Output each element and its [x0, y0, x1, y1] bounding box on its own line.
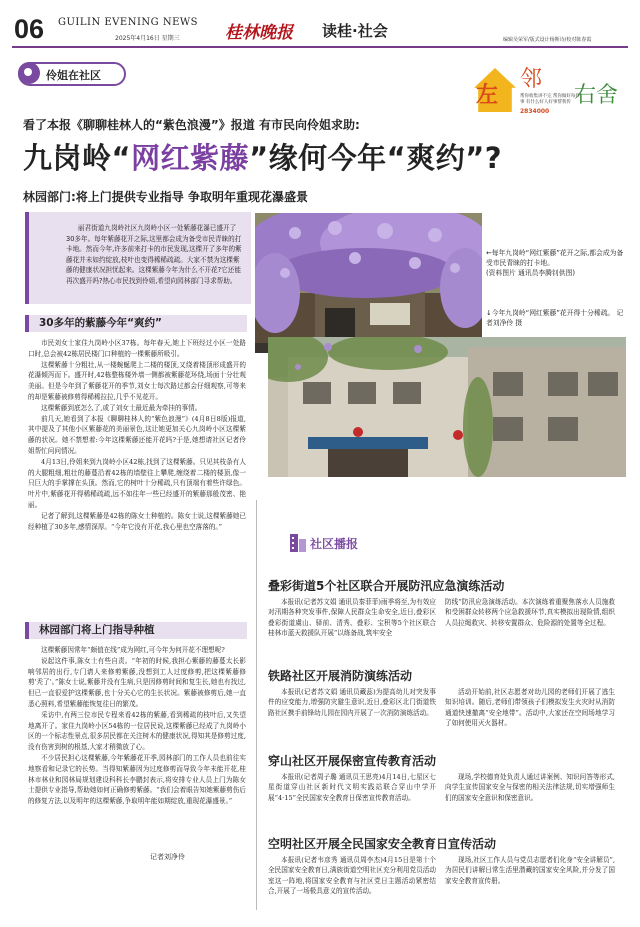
briefs-tag-label: 社区播报: [310, 537, 359, 551]
article-intro-box: [25, 212, 251, 304]
brief-body: [445, 597, 615, 628]
page-header: [0, 0, 640, 46]
header-rule: [12, 46, 628, 48]
article-intro: 丽君街道九岗岭社区九岗岭小区一处紫藤花瀑已盛开了30多年。每年紫藤花开之际,这里都会成为备受市民青睐的打卡地。然而今年,许多前来打卡的市民发现,这棵开了多年的紫藤花并未如约绽放,枝叶也变得稀稀疏疏。大家不禁为这棵紫藤的健康状况担忧起来。这棵紫藤今年为什么不开花?它还能再次盛开吗?热心市民找到伶姐,希望向园林部门寻求帮助。: [66, 224, 242, 285]
section1-para: 4月13日,伶姐来到九岗岭小区42栋,找到了这棵紫藤。只见其枝条有人的大腿粗细,粗壮的藤蔓沿着42栋的墙壁往上攀爬,缠绕着二楼的楼顶,像一只巨大的手掌撑在头顶。然而,它的树叶十分稀疏,只有顶端有着些许绿色。叶片中,紫藤花开得稀稀疏疏,远不如往年一些已经盛开的紫藤那般茂密、艳丽。: [28, 457, 246, 509]
paper-logo: 桂林晚报: [225, 23, 293, 43]
article-subtitle: 林园部门:将上门提供专业指导 争取明年重现花瀑盛景: [23, 190, 308, 204]
brief-text: 现场,学校德育处负责人通过讲案例、知识问答等形式,向学生宣传国家安全与保密的相关法律法规,切实增强师生们的国家安全意识和保密意识。: [445, 773, 615, 802]
section2-para: 采访中,有两三位市民专程来看42栋的紫藤,看到稀疏的枝叶后,又失望地离开了。家住九岗岭小区54栋的一位居民说,这棵紫藤已经成了九岗岭小区的一个标志性景点,很多居民都在关注树木的健康状况,得知其是修剪过度,没有伤害到树的根基,大家才稍微放了心。: [28, 710, 246, 752]
section1-heading: 30多年的紫藤今年“爽约”: [25, 315, 247, 332]
brief-title: 穿山社区开展保密宣传教育活动: [268, 754, 437, 768]
section1-para: 这棵紫藤十分粗壮,从一楼蜿蜒爬上二楼的楼顶,又绕着楼顶形成盛开的花瀑倾泻而下。盛开时,42栋整栋楼外墙一侧都被紫藤花环绕,场面十分壮观美丽。但是今年到了紫藤花开的季节,刘女士每次路过都会仔细观察,可等来的却是紫藤被修剪得稀稀拉拉,几乎不见花开。: [28, 360, 246, 401]
badge-char-neighbor: 邻: [520, 67, 543, 92]
section2-heading: 林园部门将上门指导种植: [25, 622, 247, 639]
section2-para: 说起这件事,陈女士有些自责。“年初的时候,我担心紫藤的藤蔓太长影响邻居的出行,专门请人来修剪紫藤,没想到工人过度修剪,把这棵紫藤修剪'秃了'。”陈女士说,紫藤并没有生病,只是因修剪时间和复生长,她也有找过,但已一直很爱护这棵紫藤,也十分关心它的生长状况。紫藤被修剪后,她一直悉心照料,希望紫藤能恢复往日的繁茂。: [28, 656, 246, 708]
brief-body: [268, 855, 436, 897]
brief-text: 活动开始前,社区志愿者对幼儿园的老师们开展了逃生知识培训。随后,老师们带领孩子们模拟发生火灾时从消防通道快速撤离“安全地带”。活动中,大家还在空间场地学习了如何使用灭火器材。: [445, 688, 615, 728]
editors-credit: 编辑吴荣军/版式设计杨斯诗/校对陈春霞: [503, 37, 592, 43]
photo-caption-1: ←每年九岗岭“网红紫藤”花开之际,都会成为备受市民青睐的打卡地。 (资料图片 通讯员李腾钊供图): [486, 249, 624, 277]
issue-date: 2025年4月16日 星期三: [115, 35, 180, 42]
brief-text: 本报讯(记者周子璐 通讯员王思亮)4月14日,七星区七星街道穿山社区新时代文明实践站联合穿山中学开展“4·15”全民国家安全教育日保密宣传教育活动。: [268, 773, 436, 802]
title-part-b: ”缘何今年“爽约”?: [249, 141, 503, 175]
wisteria-photo-archive: [255, 213, 482, 353]
brief-text: 防线”防汛应急演练活动。本次演练着重聚焦落水人员施救和受困群众转移两个应急救援环节,真实模拟出现险情,组织人员拉绳救灾、转移安置群众、危险源的处置等全过程。: [445, 598, 615, 627]
photo-caption-2: ↓今年九岗岭“网红紫藤”花开得十分稀疏。 记者刘净伶 摄: [486, 309, 624, 327]
title-highlight: 网红紫藤: [131, 141, 250, 175]
badge-hotline: 2834000: [520, 108, 550, 115]
brief-body: [445, 855, 615, 886]
brief-text: 本报讯(记者苏文娟 通讯员秦菲菲)雨季将至,为有效应对汛期各种突发事件,保障人民群众生命安全,近日,叠彩区叠彩街道虞山、驿前、清秀、叠彩、宝积等5个社区联合桂林市蓝天救援队开展“以练备战,筑牢安全: [268, 598, 436, 638]
column-divider: [256, 500, 257, 910]
section2-para: 这棵紫藤因常年“颇值在线”成为网红,可今年为何开花不理想呢?: [41, 646, 225, 654]
brief-body: [268, 772, 436, 803]
badge-char-left: 左: [476, 82, 499, 108]
brief-text: 本报讯(记者韦彦秀 通讯员周李杰)4月15日是第十个全民国家安全教育日,满族街道空明社区充分利用党员活动室这一阵地,将国家安全教育与社区党日主题活动紧密结合,开展了一场极具意义的宣传活动。: [268, 856, 436, 896]
section1-para: 前几天,她看到了本报《聊聊桂林人的“紫色浪漫”》(4月8日8版)报道,其中提及了其他小区紫藤花的美丽景色,这让她更加关心九岗岭小区这棵紫藤的状况。她不禁想着:今年这棵紫藤还能开花吗?于是,她想请社区记者伶姐帮忙问问情况。: [28, 414, 246, 455]
brief-text: 现场,社区工作人员与党员志愿者们化身“安全讲解员”,为居民们讲解日常生活里潜藏的国家安全风险,并分发了国家安全教育宣传册。: [445, 856, 615, 885]
building-icon: [288, 530, 308, 552]
brief-text: 本报讯(记者苏文娟 通讯员藏蕊)为提高幼儿对突发事件的应变能力,增强防灾避生意识,近日,叠彩区北门街道铁路社区携手前锋幼儿园在园内开展了一次消防演练活动。: [268, 688, 436, 717]
brief-title: 叠彩街道5个社区联合开展防汛应急演练活动: [268, 579, 505, 593]
article-kicker: 看了本报《聊聊桂林人的“紫色浪漫”》报道 有市民向伶姐求助:: [23, 118, 360, 132]
column-name: 读桂·社会: [322, 22, 388, 40]
tag-dot-icon: [18, 62, 40, 84]
article-title: [23, 136, 502, 177]
brief-body: [445, 772, 615, 803]
badge-slogan: 帮你收集讲不完 帮你做好每件事 有什么好人好事帮我传: [520, 94, 580, 105]
article-byline: 记者刘净伶: [150, 853, 185, 861]
title-part-a: 九岗岭“: [23, 141, 132, 175]
section-tag-label: 伶姐在社区: [46, 69, 101, 82]
neighbors-badge: [470, 56, 630, 122]
section1-para: 这棵紫藤到底怎么了,或了刘女士最近最为牵挂的事情。: [41, 403, 202, 412]
page-number: 06: [14, 14, 45, 44]
brief-body: [268, 597, 436, 639]
section1-body: [28, 338, 246, 532]
section2-para: 不少居民担心这棵紫藤,今年紫藤花开季,园林部门的工作人员也前往实地察看和记录它的长势。当得知紫藤因为过度修剪而导致今年未能开花,桂林市林业和园林局规划建设科科长李鹏封表示,将安排专业人员上门为陈女士提供专业指导,帮助她如何正确修剪紫藤。“我们会着眼告知她紫藤剪伤后的修复方法,以及明年的这棵紫藤,争取明年能如期绽放,重现花瀑盛景。”: [28, 753, 246, 806]
section1-para: 市民刘女士家住九岗岭小区37栋。每年春天,她上下班经过小区一处路口时,总会被42栋居民楼门口种植的一棵紫藤所吸引。: [28, 339, 246, 358]
brief-title: 铁路社区开展消防演练活动: [268, 669, 413, 683]
section-tag: [18, 62, 126, 86]
section1-para: 记者了解到,这棵紫藤是42栋的陈女士种植的。陈女士说,这棵紫藤她已经种植了30多年,感情深厚。“今年它没有开花,我心里也空落落的。”: [28, 511, 246, 531]
wisteria-photo-current: [268, 337, 626, 477]
brief-body: [445, 687, 615, 729]
section2-body: [28, 645, 246, 807]
brief-body: [268, 687, 436, 718]
paper-english-name: GUILIN EVENING NEWS: [58, 17, 199, 28]
brief-title: 空明社区开展全民国家安全教育日宣传活动: [268, 837, 497, 851]
community-briefs-tag: [288, 530, 378, 552]
badge-char-right: 右舍: [574, 83, 619, 108]
